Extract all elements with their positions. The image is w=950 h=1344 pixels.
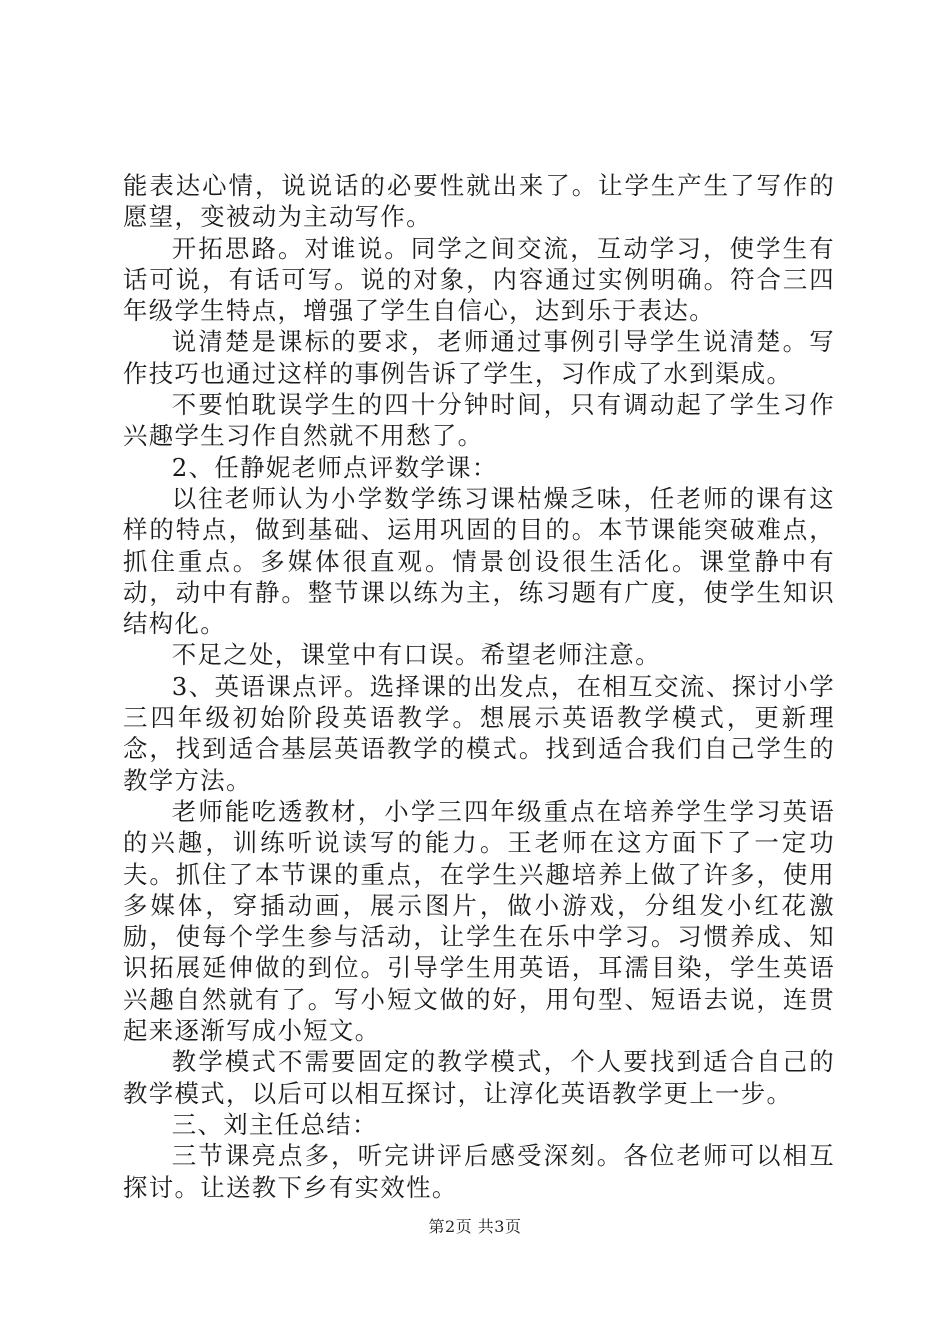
paragraph-math-shortcoming: 不足之处，课堂中有口误。希望老师注意。 (171, 640, 661, 670)
section-heading-director-summary: 三、刘主任总结： (171, 1109, 378, 1139)
paragraph-english-teacher: 老师能吃透教材，小学三四年级重点在培养学生学习英语的兴趣，训练听说读写的能力。王老师在这方面下了一定功夫。抓住了本节课的重点，在学生兴趣培养上做了许多，使用多媒体，穿插动画，展示图片，做小游戏，分组发小红花激励，使每个学生参与活动，让学生在乐中学习。习惯养成、知识拓展延伸做的到位。引导学生用英语，耳濡目染，学生英语兴趣自然就有了。写小短文做的好，用句型、短语去说，连贯起来逐渐写成小短文。 (123, 796, 835, 1046)
paragraph-writing-interest: 不要怕耽误学生的四十分钟时间，只有调动起了学生习作兴趣学生习作自然就不用愁了。 (123, 390, 835, 451)
paragraph-open-thinking: 开拓思路。对谁说。同学之间交流，互动学习，使学生有话可说，有话可写。说的对象，内容通过实例明确。符合三四年级学生特点，增强了学生自信心，达到乐于表达。 (123, 233, 835, 326)
paragraph-english-review: 3、英语课点评。选择课的出发点，在相互交流、探讨小学三四年级初始阶段英语教学。想展示英语教学模式，更新理念，找到适合基层英语教学的模式。找到适合我们自己学生的教学方法。 (123, 671, 835, 795)
page-footer: 第2页 共3页 (428, 1217, 522, 1236)
paragraph-summary: 三节课亮点多，听完讲评后感受深刻。各位老师可以相互探讨。让送教下乡有实效性。 (123, 1141, 835, 1202)
paragraph-math-review: 以往老师认为小学数学练习课枯燥乏味，任老师的课有这样的特点，做到基础、运用巩固的目的。本节课能突破难点，抓住重点。多媒体很直观。情景创设很生活化。课堂静中有动，动中有静。整节课以练为主，练习题有广度，使学生知识结构化。 (123, 483, 835, 639)
paragraph-continuation: 能表达心情，说说话的必要性就出来了。让学生产生了写作的愿望，变被动为主动写作。 (123, 171, 835, 232)
document-body (123, 170, 835, 1203)
paragraph-teaching-mode: 教学模式不需要固定的教学模式，个人要找到适合自己的教学模式，以后可以相互探讨，让淳化英语教学更上一步。 (123, 1047, 835, 1108)
paragraph-speak-clearly: 说清楚是课标的要求，老师通过事例引导学生说清楚。写作技巧也通过这样的事例告诉了学生，习作成了水到渠成。 (123, 327, 835, 388)
section-heading-math-review: 2、任静妮老师点评数学课： (171, 452, 498, 482)
